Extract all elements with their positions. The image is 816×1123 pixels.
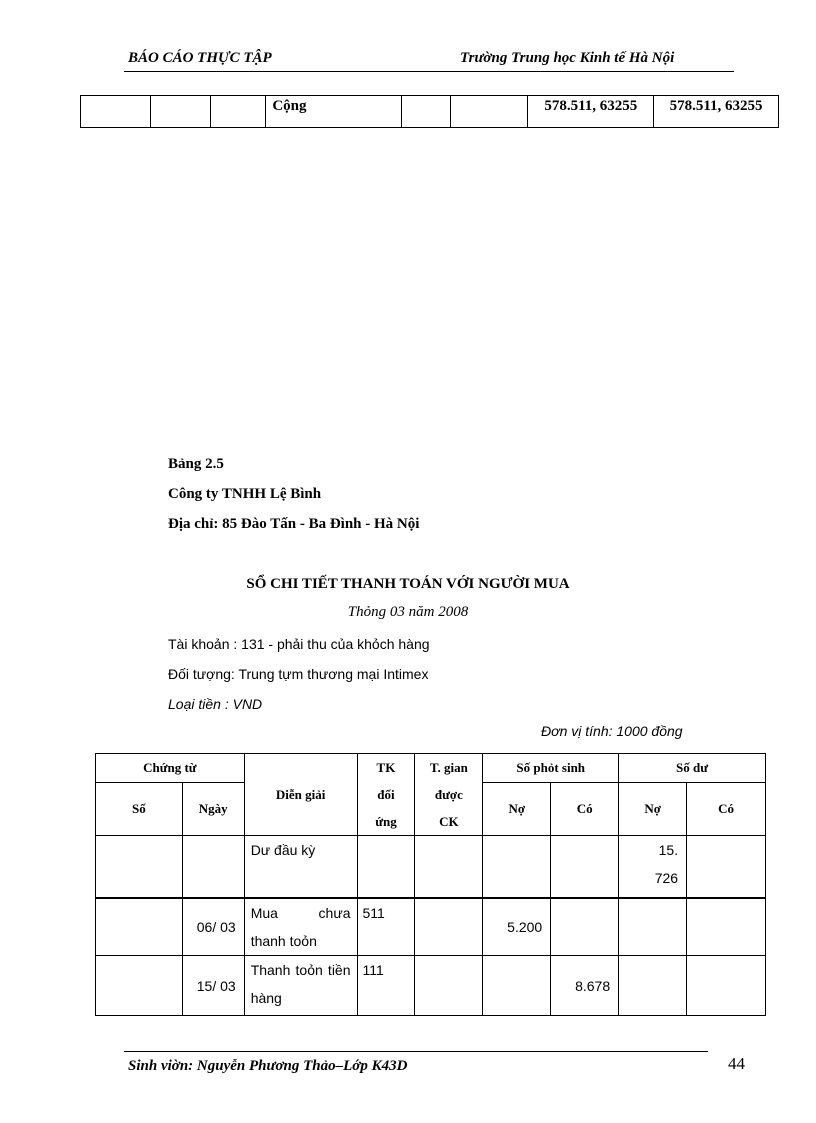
total-label: Cộng	[266, 96, 402, 128]
header-tk-line1: TK	[376, 760, 396, 775]
cell-ps-co	[551, 898, 619, 956]
header-tgian-line1: T. gian	[429, 760, 468, 775]
carry-over-total-table	[80, 95, 779, 128]
header-so-phat-sinh: Số phỏt sinh	[483, 754, 619, 783]
currency-info: Loại tiền : VND	[168, 696, 263, 712]
header-thoi-gian-ck	[415, 754, 483, 836]
empty-cell	[150, 96, 210, 128]
account-info: Tài khoản : 131 - phải thu của khỏch hàng	[168, 636, 430, 652]
cell-so	[96, 956, 183, 1016]
ledger-table	[95, 753, 766, 1016]
cell-ngay	[182, 836, 244, 898]
cell-du-co	[687, 898, 766, 956]
cell-ps-co	[551, 836, 619, 898]
header-chung-tu: Chứng từ	[96, 754, 245, 783]
ledger-title: SỔ CHI TIẾT THANH TOÁN VỚI NGƯỜI MUA	[246, 576, 570, 592]
company-name: Công ty TNHH Lệ Bình	[168, 486, 322, 502]
header-tk-doi-ung	[357, 754, 415, 836]
table-row	[96, 898, 766, 956]
cell-tgian	[415, 898, 483, 956]
cell-ps-no: 5.200	[483, 898, 551, 956]
total-row	[81, 96, 779, 128]
cell-so	[96, 836, 183, 898]
header-so-du: Số dư	[619, 754, 766, 783]
cell-tk	[357, 836, 415, 898]
company-address: Địa chỉ: 85 Đào Tấn - Ba Đình - Hà Nội	[168, 516, 420, 532]
cell-dien-giai: Mua chưa thanh toỏn	[244, 898, 357, 956]
header-du-no: Nợ	[619, 783, 687, 836]
cell-tgian	[415, 836, 483, 898]
cell-du-no	[619, 898, 687, 956]
cell-du-no	[619, 956, 687, 1016]
cell-ps-no	[483, 836, 551, 898]
header-ps-co: Có	[551, 783, 619, 836]
table-number: Bảng 2.5	[168, 456, 224, 472]
header-divider	[124, 71, 734, 72]
unit-info: Đơn vị tính: 1000 đồng	[541, 723, 683, 739]
student-footer: Sinh viờn: Nguyễn Phương Thảo–Lớp K43D	[128, 1058, 408, 1074]
footer-divider	[124, 1051, 708, 1052]
header-row-1	[96, 754, 766, 783]
table-row	[96, 956, 766, 1016]
cell-du-co	[687, 836, 766, 898]
cell-du-no: 15. 726	[619, 836, 687, 898]
header-tk-line2: đối	[377, 787, 395, 802]
cell-tgian	[415, 956, 483, 1016]
cell-ngay: 06/ 03	[182, 898, 244, 956]
total-value-credit: 578.511, 63255	[654, 96, 779, 128]
cell-tk: 111	[357, 956, 415, 1016]
cell-dien-giai: Dư đầu kỳ	[244, 836, 357, 898]
cell-tk: 511	[357, 898, 415, 956]
object-info: Đối tượng: Trung tựm thương mại Intimex	[168, 666, 429, 682]
header-tgian-line2: được	[434, 787, 463, 802]
cell-ngay: 15/ 03	[182, 956, 244, 1016]
cell-so	[96, 898, 183, 956]
cell-ps-co: 8.678	[551, 956, 619, 1016]
table-row	[96, 836, 766, 898]
header-ps-no: Nợ	[483, 783, 551, 836]
cell-dien-giai: Thanh toỏn tiền hàng	[244, 956, 357, 1016]
cell-ps-no	[483, 956, 551, 1016]
header-tk-line3: ứng	[375, 814, 397, 829]
empty-cell	[81, 96, 151, 128]
school-header-right: Trường Trung học Kinh tế Hà Nội	[460, 50, 675, 66]
header-tgian-line3: CK	[439, 814, 459, 829]
empty-cell	[450, 96, 528, 128]
page-number: 44	[728, 1054, 745, 1073]
ledger-period: Thỏng 03 năm 2008	[347, 604, 469, 620]
empty-cell	[401, 96, 450, 128]
total-value-debit: 578.511, 63255	[528, 96, 654, 128]
report-header-left: BÁO CÁO THỰC TẬP	[128, 50, 272, 66]
header-so: Số	[96, 783, 183, 836]
cell-du-co	[687, 956, 766, 1016]
header-dien-giai: Diễn giải	[244, 754, 357, 836]
header-ngay: Ngày	[182, 783, 244, 836]
header-du-co: Có	[687, 783, 766, 836]
empty-cell	[210, 96, 266, 128]
